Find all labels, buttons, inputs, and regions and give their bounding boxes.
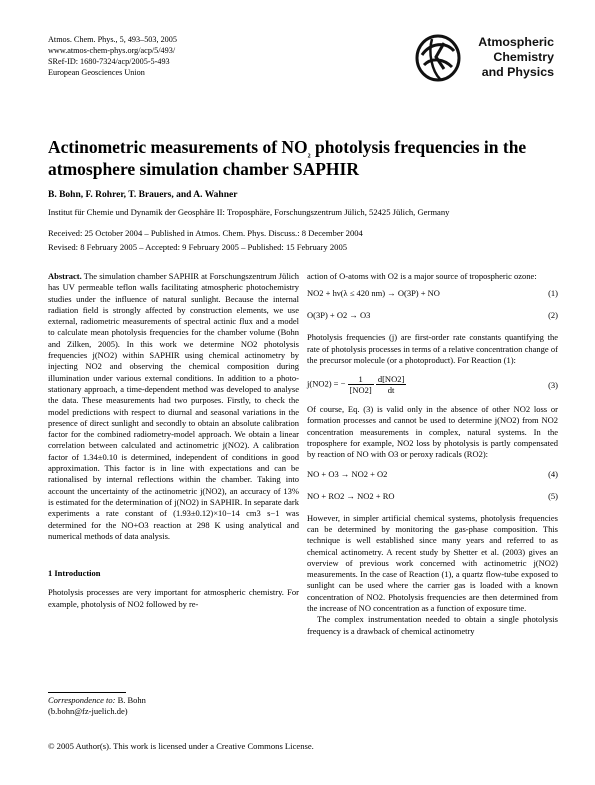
title-part-2: photolysis frequencies in the bbox=[310, 137, 527, 157]
right-paragraph-3: Of course, Eq. (3) is valid only in the absence of other NO2 loss or formation processes and cannot be used to determine j(NO2) from NO2 concentration measurements in complex, natural systems. In the troposphere for example, NO2 loss by photolysis is partly compensated by reaction of NO with O3 or peroxy radicals (RO2): bbox=[307, 404, 558, 460]
license-footer: © 2005 Author(s). This work is licensed under a Creative Commons License. bbox=[48, 741, 314, 751]
equation-4-number: (4) bbox=[548, 468, 558, 479]
logo-wordmark bbox=[454, 35, 554, 80]
equation-3-fraction-1 bbox=[348, 374, 374, 395]
fraction-1-numerator: 1 bbox=[348, 374, 374, 385]
logo-line-1: Atmospheric bbox=[478, 35, 554, 49]
correspondence-email[interactable]: (b.bohn@fz-juelich.de) bbox=[48, 706, 128, 717]
abstract-text: The simulation chamber SAPHIR at Forschungszentrum Jülich has UV permeable teflon walls facilitating atmospheric photochemistry studies under the influence of natural sunlight. Because the internal radiation field is strongly affected by construction elements, we use external, radiometric measurements of spectral actinic flux and a model to calculate mean photolysis frequencies for the chamber volume (Bohn and Zilken, 2005). In this work we determine NO2 photolysis frequencies j(NO2) within SAPHIR using chemical actinometry by injecting NO2 and observing the chemical composition during illumination under various external conditions. In addition to a photo-stationary approach, a time-dependent method was developed to analyse the data. These measurements had two purposes. Firstly, to check the model predictions with respect to diurnal and seasonal variations in the presence of direct sunlight and secondly to obtain an absolute calibration factor for the combined radiometry-model approach. We obtain a linear correlation between calculated and actinometric j(NO2). A calibration factor of 1.34±0.10 is determined, independent of conditions in good approximation. This factor is in line with expectations and can be rationalised by internal reflections within the chamber. Taking into account the uncertainty of the actinometric j(NO2), an accuracy of 13% is estimated for the determination of j(NO2) in SAPHIR. In separate dark experiments a rate constant of (1.93±0.12)×10−14 cm3 s−1 was determined for the NO+O3 reaction at 298 K using analytical and numerical methods of data analysis. bbox=[48, 271, 299, 541]
equation-2-body: O(3P) + O2 → O3 bbox=[307, 310, 371, 321]
title-part-3: atmosphere simulation chamber SAPHIR bbox=[48, 159, 359, 179]
dates-line-2: Revised: 8 February 2005 – Accepted: 9 February 2005 – Published: 15 February 2005 bbox=[48, 242, 348, 252]
fraction-1-denominator: [NO2] bbox=[349, 385, 372, 396]
equation-1-number: (1) bbox=[548, 288, 558, 299]
equation-5-number: (5) bbox=[548, 490, 558, 501]
equation-1 bbox=[307, 288, 558, 302]
logo-line-3: and Physics bbox=[481, 65, 554, 79]
right-paragraph-5: The complex instrumentation needed to obtain a single photolysis frequency is a drawback of chemical actinometry bbox=[307, 614, 558, 636]
left-column bbox=[48, 271, 299, 610]
journal-header bbox=[48, 34, 177, 78]
equation-5 bbox=[307, 491, 558, 505]
journal-citation: Atmos. Chem. Phys., 5, 493–503, 2005 bbox=[48, 35, 177, 44]
correspondence-label: Correspondence to: bbox=[48, 695, 116, 705]
right-paragraph-1: action of O-atoms with O2 is a major source of tropospheric ozone: bbox=[307, 271, 537, 281]
right-paragraph-2: Photolysis frequencies (j) are first-order rate constants quantifying the rate of photolysis processes in terms of a relative concentration change of the precursor molecule (or a photoproduct). For Reaction (1): bbox=[307, 332, 558, 365]
fraction-2-denominator: dt bbox=[387, 385, 395, 396]
title-part-1: Actinometric measurements of NO bbox=[48, 137, 308, 157]
equation-2 bbox=[307, 310, 558, 324]
equation-1-body: NO2 + hν(λ ≤ 420 nm) → O(3P) + NO bbox=[307, 288, 440, 299]
abstract-label: Abstract. bbox=[48, 271, 82, 281]
abstract bbox=[48, 271, 299, 542]
equation-4 bbox=[307, 469, 558, 483]
footnote-rule bbox=[48, 692, 126, 693]
equation-2-number: (2) bbox=[548, 310, 558, 321]
equation-3-lhs: j(NO2) = − bbox=[307, 378, 346, 389]
correspondence bbox=[48, 692, 298, 718]
right-paragraph-4: However, in simpler artificial chemical systems, photolysis frequencies can be determined by monitoring the gas-phase composition. This technique is well established since many years and referred to as chemical actinometry. A recent study by Shetter et al. (2003) gives an overview of previous work concerned with actinometric j(NO2) measurements. In the case of Reaction (1), a quartz flow-tube exposed to sunlight can be used where the carrier gas is loaded with a known concentration of NO2. Photolysis frequencies are then determined from the increase of NO concentration as a function of exposure time. bbox=[307, 512, 558, 614]
affiliation: Institut für Chemie und Dynamik der Geosphäre II: Troposphäre, Forschungszentrum Jülich, 52425 Jülich, Germany bbox=[48, 207, 450, 217]
equation-5-body: NO + RO2 → NO2 + RO bbox=[307, 490, 395, 501]
equation-3 bbox=[307, 374, 558, 400]
journal-url[interactable]: www.atmos-chem-phys.org/acp/5/493/ bbox=[48, 46, 176, 55]
logo-line-2: Chemistry bbox=[493, 50, 554, 64]
equation-4-body: NO + O3 → NO2 + O2 bbox=[307, 468, 388, 479]
right-column bbox=[307, 271, 558, 637]
publication-dates bbox=[48, 226, 363, 254]
dates-line-1: Received: 25 October 2004 – Published in Atmos. Chem. Phys. Discuss.: 8 December 2004 bbox=[48, 228, 363, 238]
title-subscript: 2 bbox=[307, 153, 311, 160]
correspondence-name: B. Bohn bbox=[115, 695, 146, 705]
equation-3-number: (3) bbox=[548, 380, 558, 391]
section-heading-introduction: 1 Introduction bbox=[48, 568, 101, 579]
journal-logo bbox=[414, 33, 554, 87]
fraction-2-numerator: d[NO2] bbox=[377, 374, 405, 385]
authors: B. Bohn, F. Rohrer, T. Brauers, and A. Wahner bbox=[48, 190, 238, 200]
publisher: European Geosciences Union bbox=[48, 68, 145, 77]
sref-id: SRef-ID: 1680-7324/acp/2005-5-493 bbox=[48, 57, 170, 66]
equation-3-fraction-2 bbox=[376, 374, 406, 395]
intro-paragraph: Photolysis processes are very important for atmospheric chemistry. For example, photolysis of NO2 followed by re- bbox=[48, 587, 299, 609]
paper-title bbox=[48, 136, 548, 180]
